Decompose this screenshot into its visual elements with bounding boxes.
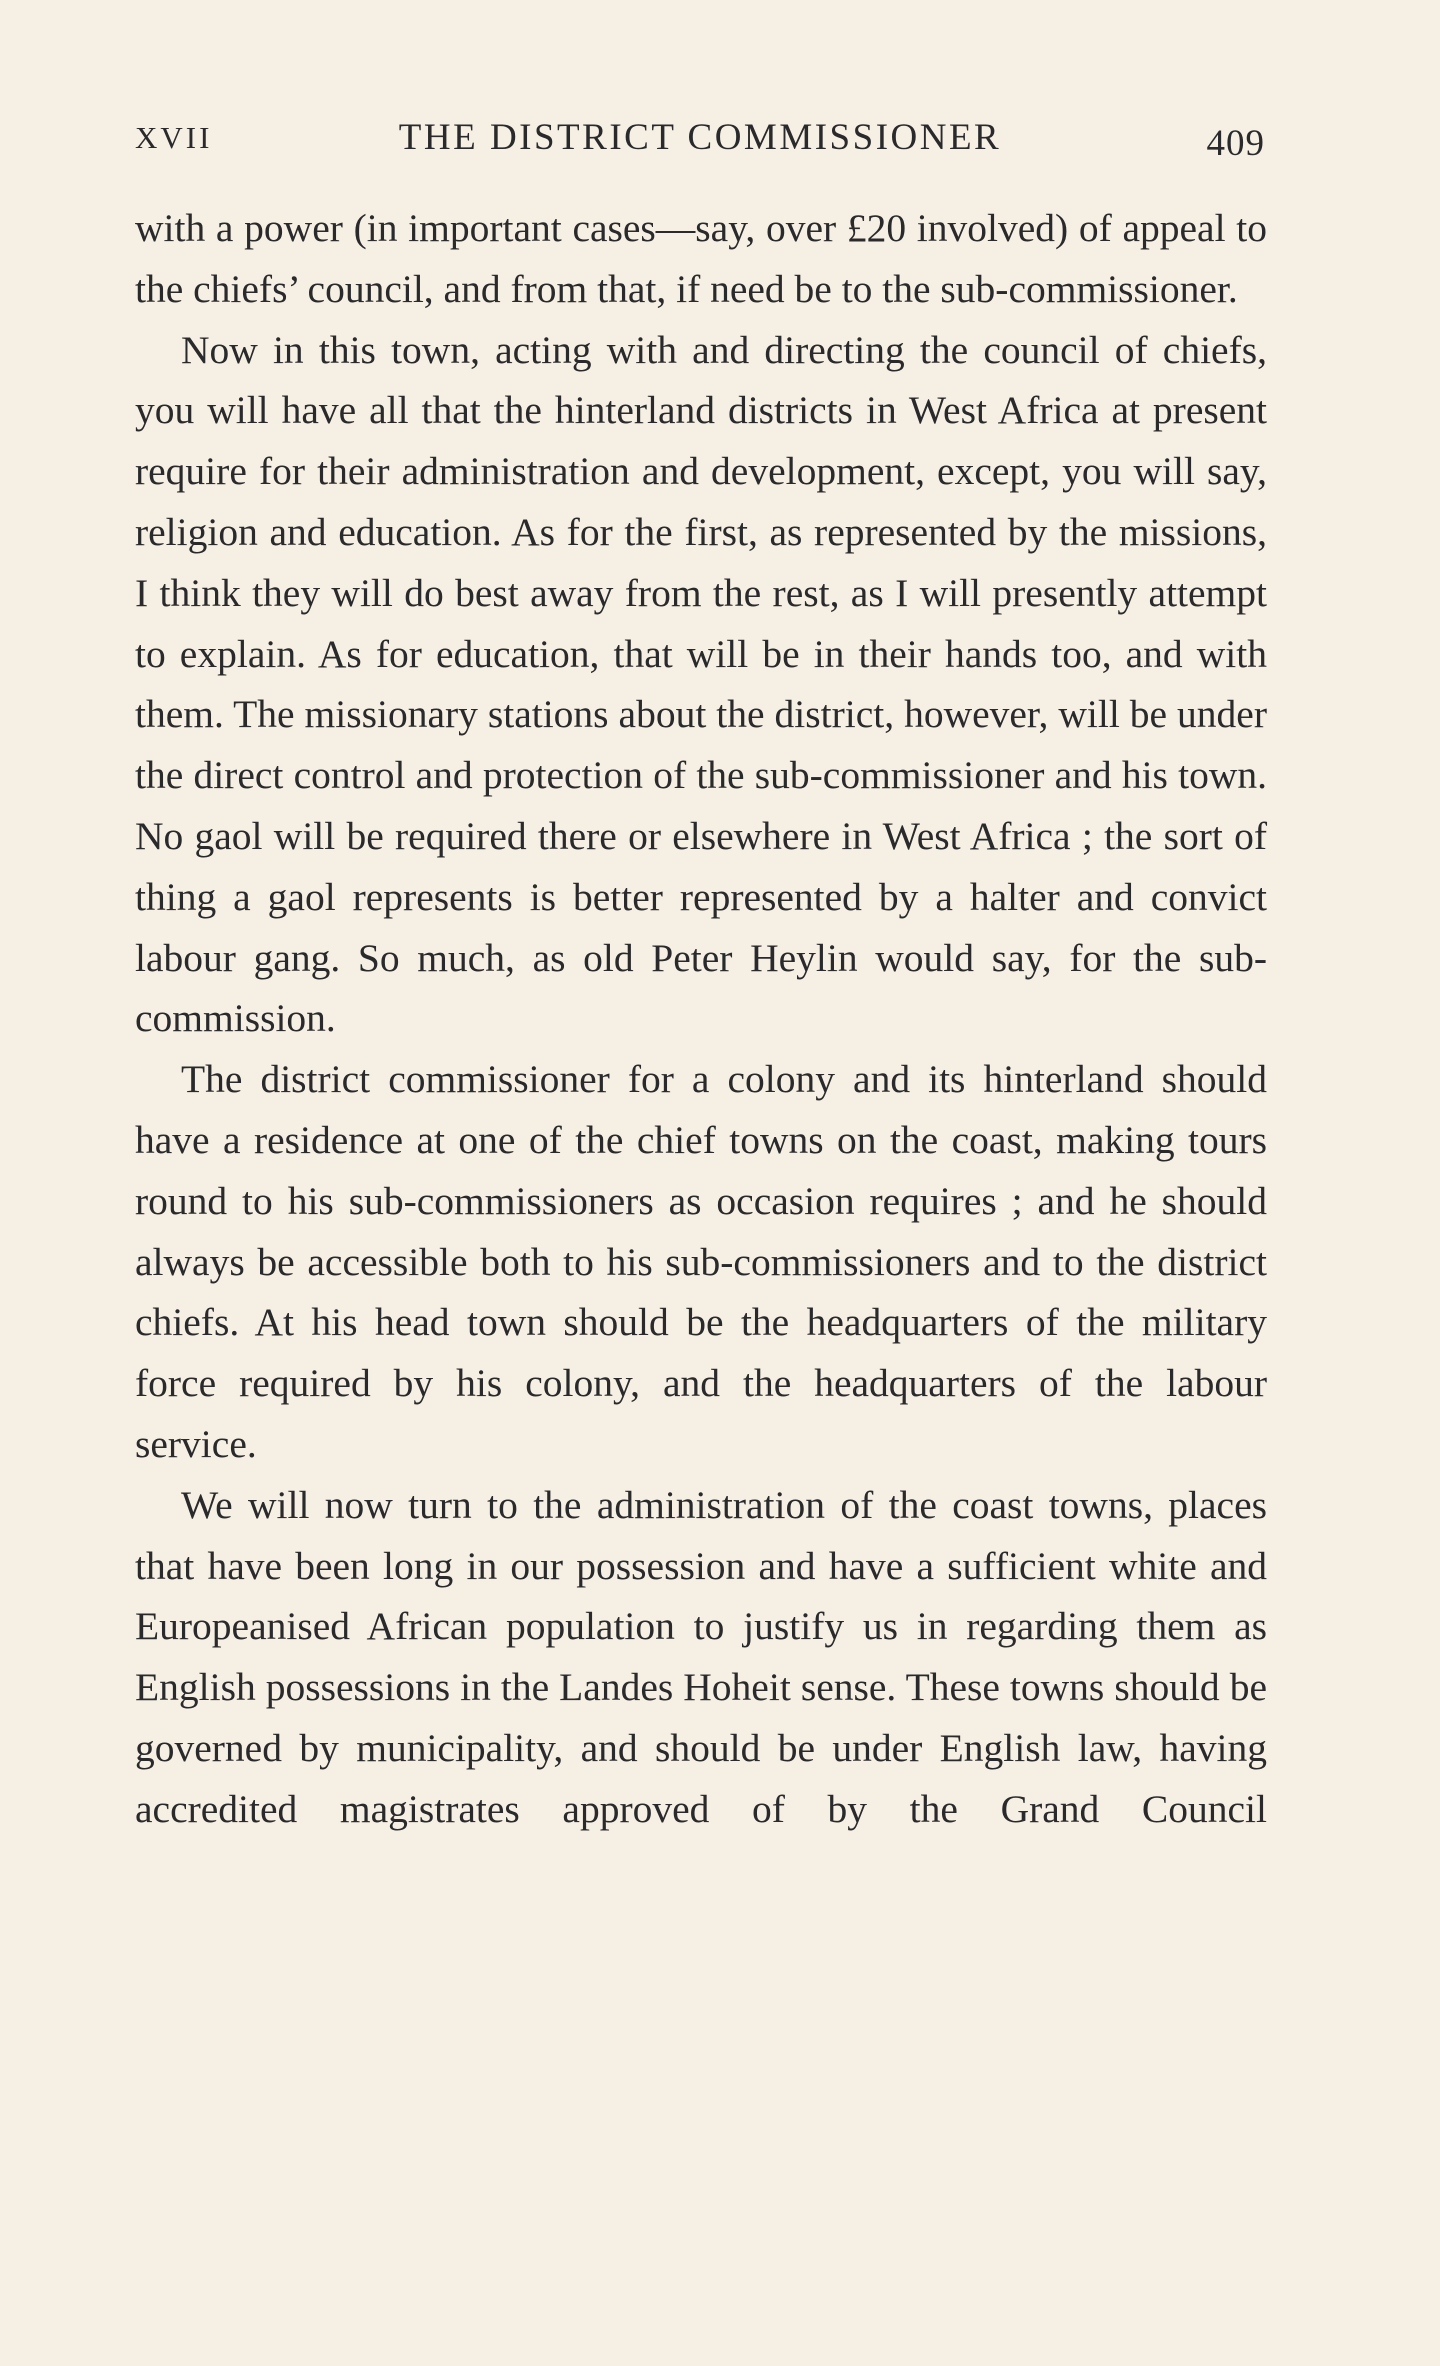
paragraph: Now in this town, acting with and directing the council of chiefs, you will have all that the hinterland districts in West Africa at present require for their administration and development, except, you will say, religion and education. As for the first, as represented by the missions, I think they will do best away from the rest, as I will presently attempt to explain. As for education, that will be in their hands too, and with them. The missionary stations about the district, however, will be under the direct control and protection of the sub-commissioner and his town. No gaol will be required there or elsewhere in West Africa ; the sort of thing a gaol represents is better represented by a halter and convict labour gang. So much, as old Peter Heylin would say, for the sub-commission. bbox=[135, 327, 1267, 1041]
paragraph-continued: with a power (in important cases—say, over £20 involved) of appeal to the chiefs’ council, and from that, if need be to the sub-commissioner. bbox=[135, 206, 1267, 311]
paragraph: We will now turn to the administration of the coast towns, places that have been long in our possession and have a sufficient white and Europeanised African population to justify us in regarding them as English possessions in the Landes Hoheit sense. These towns should be governed by municipality, and should be under English law, having accredited magistrates approved of by the Grand Council bbox=[135, 1482, 1267, 1831]
chapter-number: XVII bbox=[135, 120, 213, 155]
running-head bbox=[135, 112, 1265, 172]
body-text bbox=[135, 198, 1267, 1840]
running-title: THE DISTRICT COMMISSIONER bbox=[398, 117, 1002, 158]
page-number: 409 bbox=[1206, 123, 1265, 164]
paragraph: The district commissioner for a colony and its hinterland should have a residence at one of the chief towns on the coast, making tours round to his sub-commissioners as occasion requires ; and he should always be accessible both to his sub-commissioners and to the district chiefs. At his head town should be the headquarters of the military force required by his colony, and the headquarters of the labour service. bbox=[135, 1057, 1267, 1466]
